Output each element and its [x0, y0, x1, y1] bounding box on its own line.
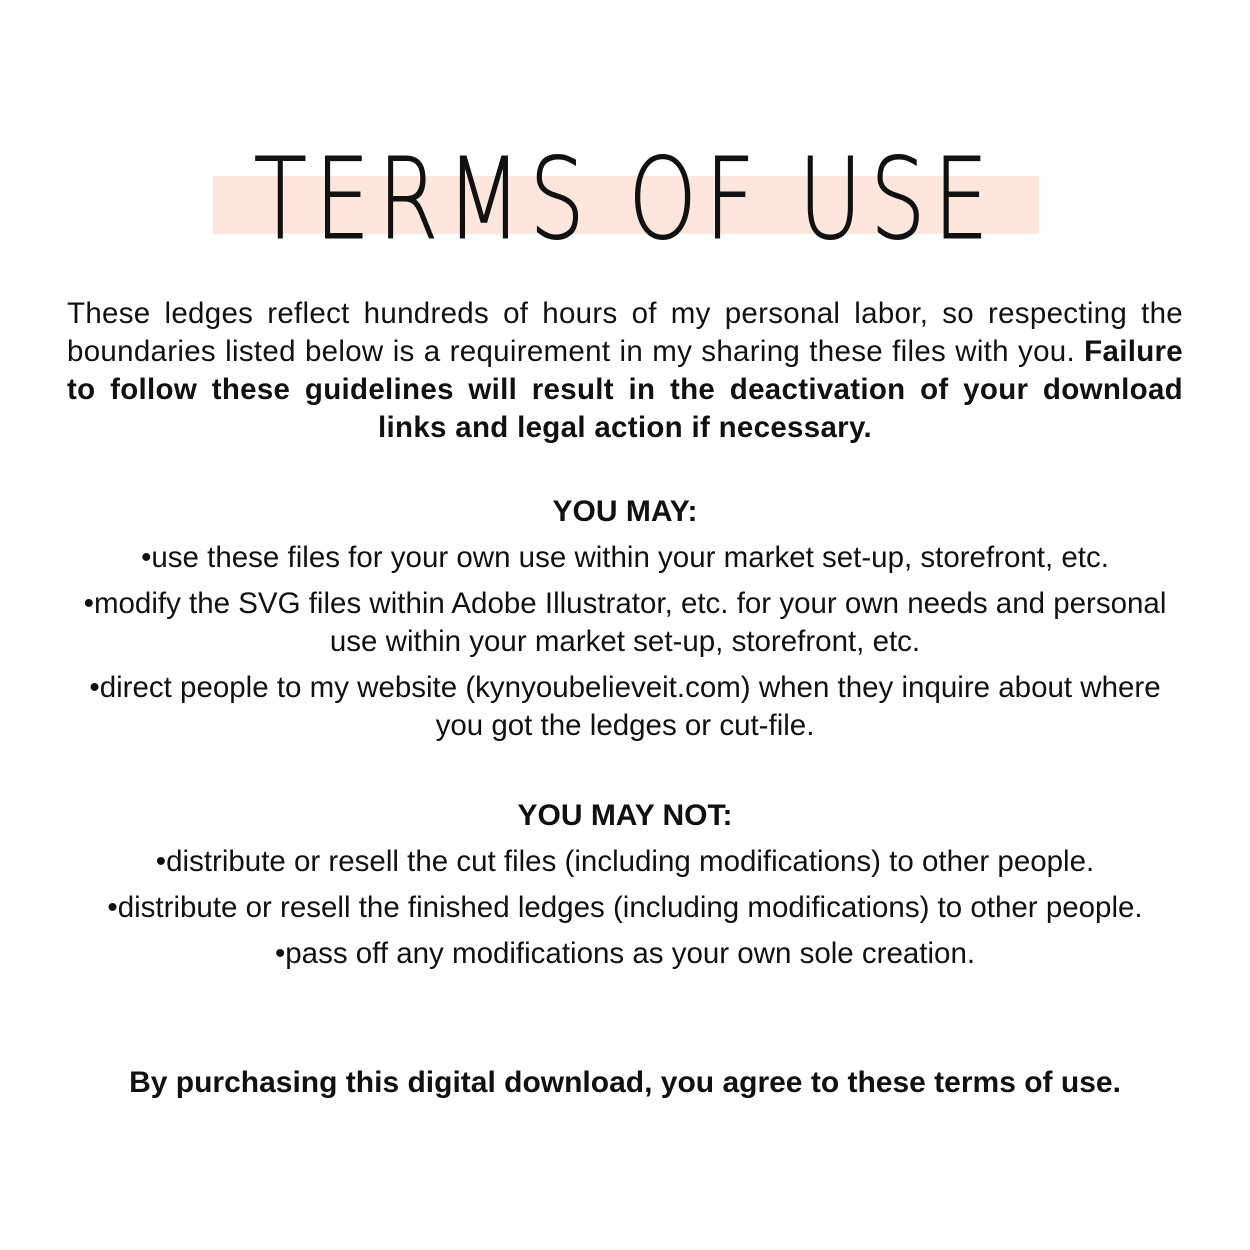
list-item: •distribute or resell the cut files (including modifications) to other people. — [155, 845, 1095, 878]
bullet-icon: • — [107, 891, 118, 924]
list-item: •pass off any modifications as your own sole creation. — [274, 937, 976, 970]
bullet-icon: • — [274, 937, 286, 970]
you-may-heading: YOU MAY: — [552, 495, 698, 528]
bullet-icon: • — [89, 671, 100, 704]
bullet-icon: • — [83, 587, 94, 620]
intro-warning-text: Failure to follow these guidelines will result in the deactivation of your download links and legal action if necessary. — [67, 335, 1183, 444]
intro-paragraph — [67, 295, 1183, 447]
agreement-statement: By purchasing this digital download, you agree to these terms of use. — [129, 1066, 1121, 1099]
list-item: •use these files for your own use within your market set-up, storefront, etc. — [141, 541, 1109, 574]
bullet-icon: • — [155, 845, 167, 878]
you-may-not-list — [60, 843, 1190, 981]
intro-text: These ledges reflect hundreds of hours of my personal labor, so respecting the boundaries listed below is a requirement in my sharing these files with you. — [67, 297, 1183, 368]
title-block — [0, 135, 1250, 265]
list-item: •distribute or resell the finished ledges (including modifications) to other people. — [107, 891, 1143, 924]
list-item: •modify the SVG files within Adobe Illustrator, etc. for your own needs and personal use within your market set-up, storefront, etc. — [83, 587, 1167, 658]
list-item: •direct people to my website (kynyoubelieveit.com) when they inquire about where you got the ledges or cut-file. — [89, 671, 1161, 742]
you-may-not-heading: YOU MAY NOT: — [517, 799, 733, 832]
bullet-icon: • — [141, 541, 152, 574]
you-may-list — [60, 539, 1190, 753]
page-title: TERMS OF USE — [253, 135, 997, 265]
